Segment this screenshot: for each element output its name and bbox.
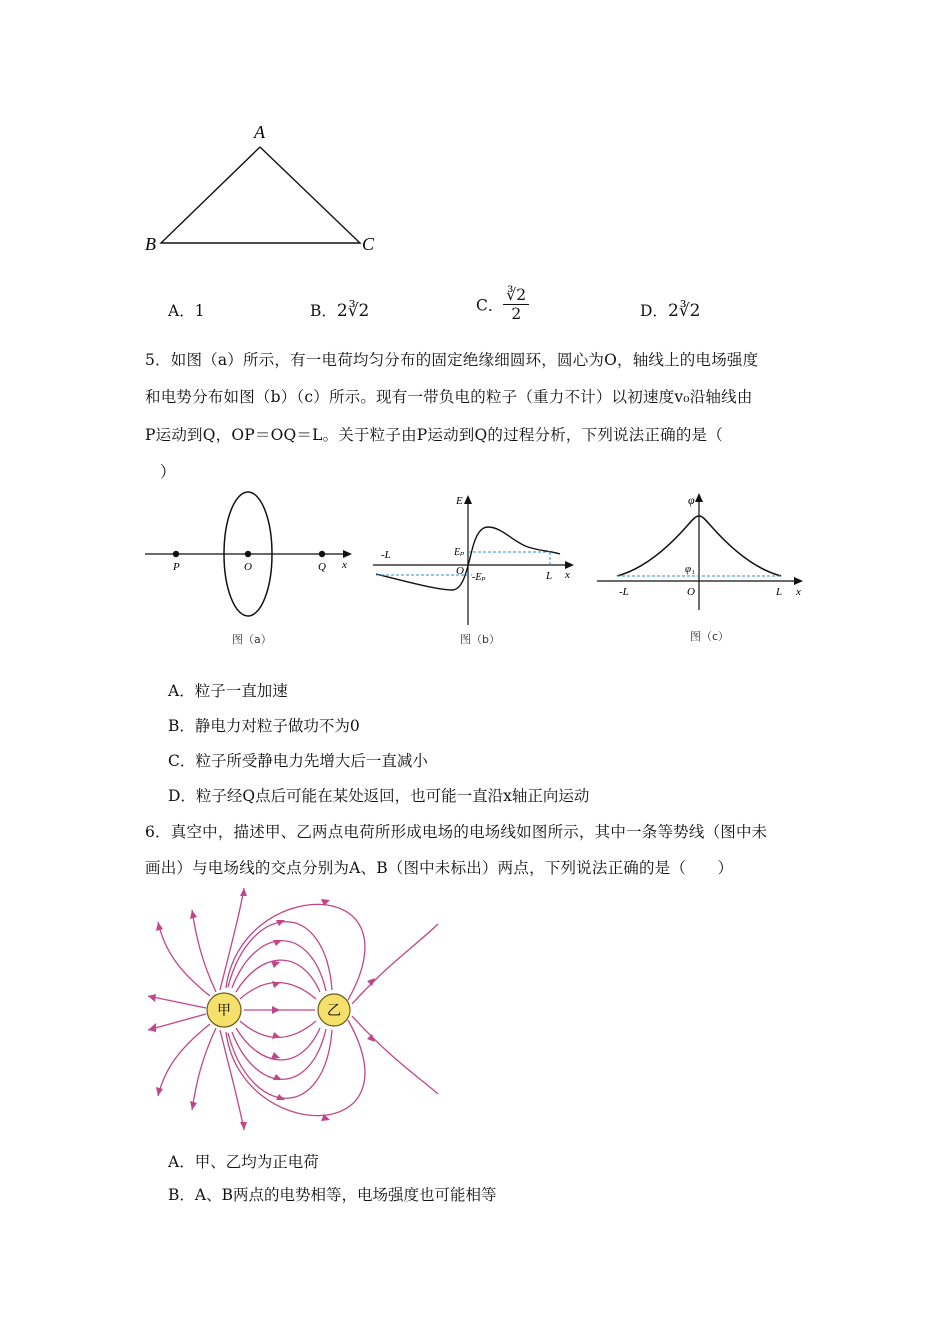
charge-yi-label: 乙 xyxy=(327,1003,341,1019)
label-phi1: φ₁ xyxy=(685,563,695,575)
option-letter: C． xyxy=(476,296,504,315)
electric-field-lines-figure xyxy=(140,882,450,1142)
label-p: P xyxy=(173,561,180,573)
label-x: x xyxy=(342,559,347,571)
q5-option-b[interactable]: B．静电力对粒子做功不为0 xyxy=(168,717,360,735)
label-neg-l: -L xyxy=(381,549,391,561)
label-q: Q xyxy=(318,561,326,573)
q4-option-d[interactable] xyxy=(640,299,700,321)
label-o: O xyxy=(244,561,252,573)
label-l: L xyxy=(776,586,783,598)
charge-jia-label: 甲 xyxy=(217,1003,231,1019)
q5-stem-line-3: P运动到Q，OP＝OQ＝L。关于粒子由P运动到Q的过程分析，下列说法正确的是（ xyxy=(145,426,723,444)
q5-option-d[interactable]: D．粒子经Q点后可能在某处返回，也可能一直沿x轴正向运动 xyxy=(168,787,590,805)
label-e: E xyxy=(456,495,463,507)
label-x: x xyxy=(796,586,801,598)
label-x: x xyxy=(565,569,570,581)
label-l: L xyxy=(546,570,553,582)
vertex-a-label: A xyxy=(254,122,265,142)
figure-b-caption: 图（b） xyxy=(460,633,500,646)
label-neg-ep: -Eₚ xyxy=(472,572,486,583)
q4-option-a[interactable] xyxy=(168,299,205,321)
figure-a-ring xyxy=(140,488,360,623)
label-ep: Eₚ xyxy=(454,547,465,558)
point-q xyxy=(319,551,325,557)
q6-option-b[interactable]: B．A、B两点的电势相等，电场强度也可能相等 xyxy=(168,1186,497,1204)
triangle-figure xyxy=(140,118,390,258)
label-o: O xyxy=(456,565,464,577)
option-letter: A． xyxy=(168,302,195,320)
option-value: 2∛2 xyxy=(336,301,370,321)
q5-stem-line-2: 和电势分布如图（b）（c）所示。现有一带负电的粒子（重力不计）以初速度v₀沿轴线由 xyxy=(145,388,753,406)
fraction-denominator: 2 xyxy=(511,305,522,323)
label-neg-l: -L xyxy=(619,586,629,598)
q5-stem-line-1: 5．如图（a）所示，有一电荷均匀分布的固定绝缘细圆环，圆心为O，轴线上的电场强度 xyxy=(145,351,759,369)
figure-b-electric-field-graph xyxy=(368,490,583,630)
label-phi: φ xyxy=(688,493,695,507)
figure-c-caption: 图（c） xyxy=(690,630,730,643)
q6-stem-line-1: 6．真空中，描述甲、乙两点电荷所形成电场的电场线如图所示，其中一条等势线（图中未 xyxy=(145,823,768,841)
q6-option-a[interactable]: A．甲、乙均为正电荷 xyxy=(168,1153,319,1171)
figure-c-potential-graph xyxy=(592,488,810,616)
vertex-b-label: B xyxy=(145,234,156,254)
q5-option-a[interactable]: A．粒子一直加速 xyxy=(168,682,288,700)
q4-option-c[interactable] xyxy=(476,286,529,323)
q6-stem-line-2: 画出）与电场线的交点分别为A、B（图中未标出）两点，下列说法正确的是（ ） xyxy=(145,859,734,877)
option-letter: B． xyxy=(310,302,337,320)
option-value: 2∛2 xyxy=(667,301,701,321)
fraction-numerator: ∛2 xyxy=(503,286,529,305)
option-value: 1 xyxy=(194,302,205,320)
q5-stem-line-4: ） xyxy=(160,463,176,481)
q4-option-b[interactable] xyxy=(310,299,369,321)
vertex-c-label: C xyxy=(362,234,375,254)
label-o: O xyxy=(687,586,695,598)
figure-a-caption: 图（a） xyxy=(232,633,272,646)
option-letter: D． xyxy=(640,302,668,320)
q5-option-c[interactable]: C．粒子所受静电力先增大后一直减小 xyxy=(168,752,428,770)
point-p xyxy=(173,551,179,557)
point-o xyxy=(245,551,251,557)
